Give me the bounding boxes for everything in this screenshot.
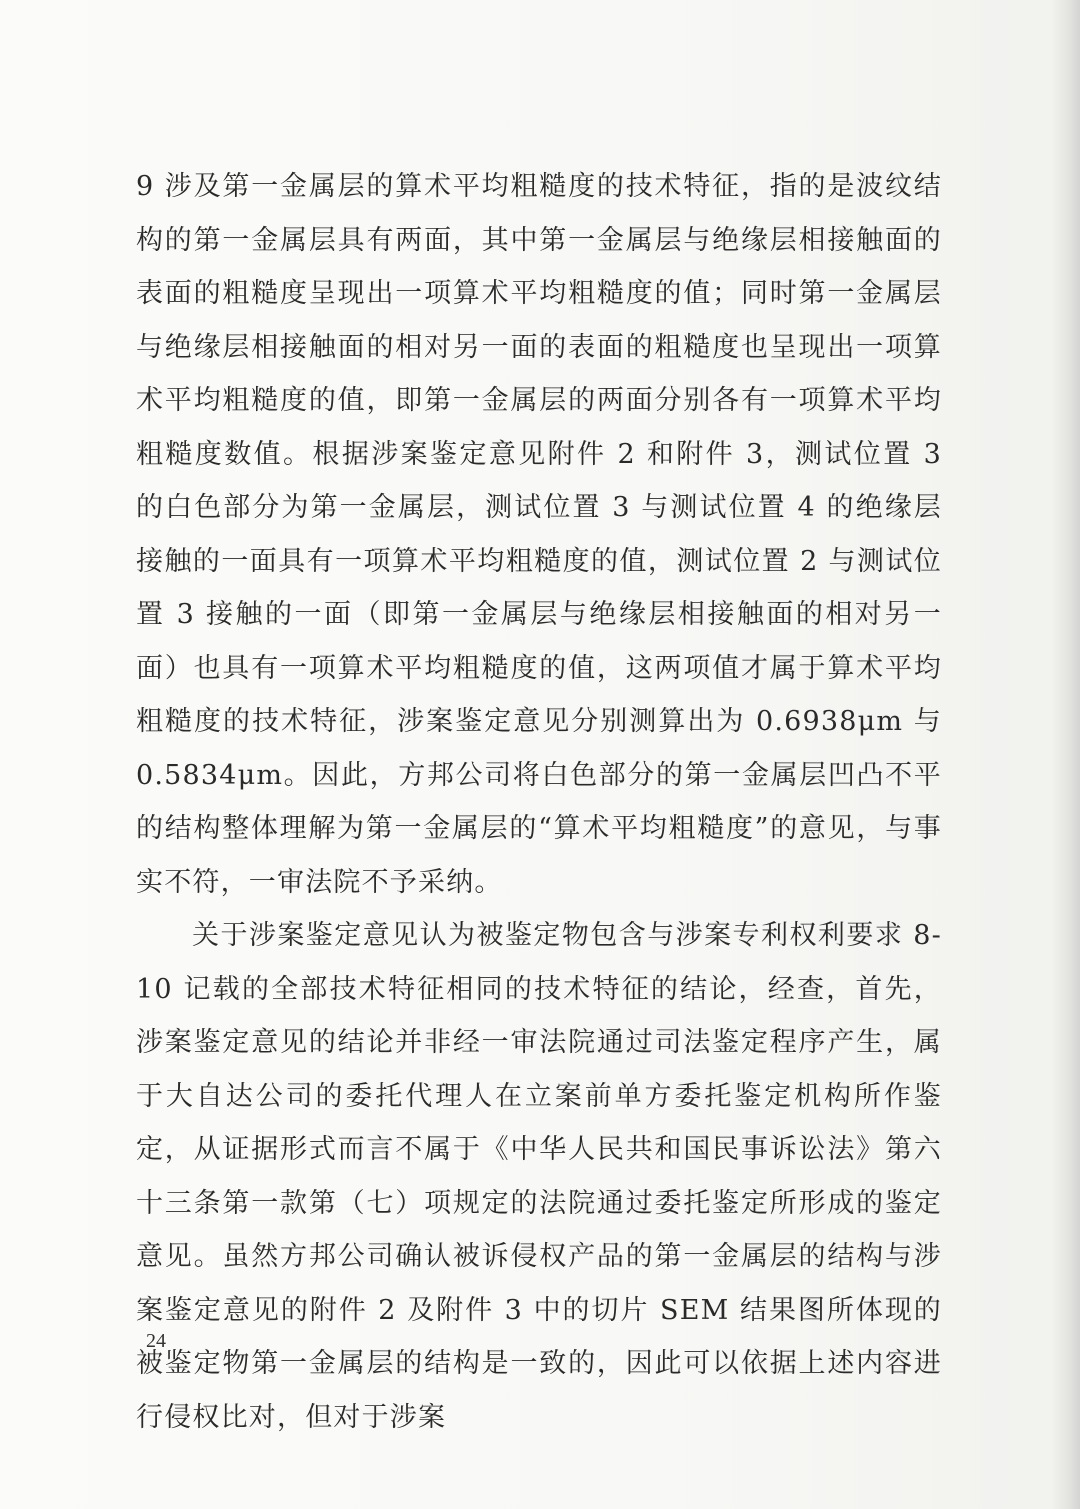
paragraph-1: 9 涉及第一金属层的算术平均粗糙度的技术特征，指的是波纹结构的第一金属层具有两面，其中第一金属层与绝缘层相接触面的表面的粗糙度呈现出一项算术平均粗糙度的值；同时第一金属层与绝缘层相接触面的相对另一面的表面的粗糙度也呈现出一项算术平均粗糙度的值，即第一金属层的两面分别各有一项算术平均粗糙度数值。根据涉案鉴定意见附件 2 和附件 3，测试位置 3 的白色部分为第一金属层，测试位置 3 与测试位置 4 的绝缘层接触的一面具有一项算术平均粗糙度的值，测试位置 2 与测试位置 3 接触的一面（即第一金属层与绝缘层相接触面的相对另一面）也具有一项算术平均粗糙度的值，这两项值才属于算术平均粗糙度的技术特征，涉案鉴定意见分别测算出为 0.6938μm 与 0.5834μm。因此，方邦公司将白色部分的第一金属层凹凸不平的结构整体理解为第一金属层的“算术平均粗糙度”的意见，与事实不符，一审法院不予采纳。 (136, 171, 942, 898)
paragraph-2: 关于涉案鉴定意见认为被鉴定物包含与涉案专利权利要求 8-10 记载的全部技术特征相同的技术特征的结论，经查，首先，涉案鉴定意见的结论并非经一审法院通过司法鉴定程序产生，属于大自达公司的委托代理人在立案前单方委托鉴定机构所作鉴定，从证据形式而言不属于《中华人民共和国民事诉讼法》第六十三条第一款第（七）项规定的法院通过委托鉴定所形成的鉴定意见。虽然方邦公司确认被诉侵权产品的第一金属层的结构与涉案鉴定意见的附件 2 及附件 3 中的切片 SEM 结果图所体现的被鉴定物第一金属层的结构是一致的，因此可以依据上述内容进行侵权比对，但对于涉案 (136, 920, 942, 1433)
page-edge-shadow (1052, 0, 1080, 1509)
page-number: 24 (146, 1330, 166, 1352)
body-text (136, 160, 942, 1444)
